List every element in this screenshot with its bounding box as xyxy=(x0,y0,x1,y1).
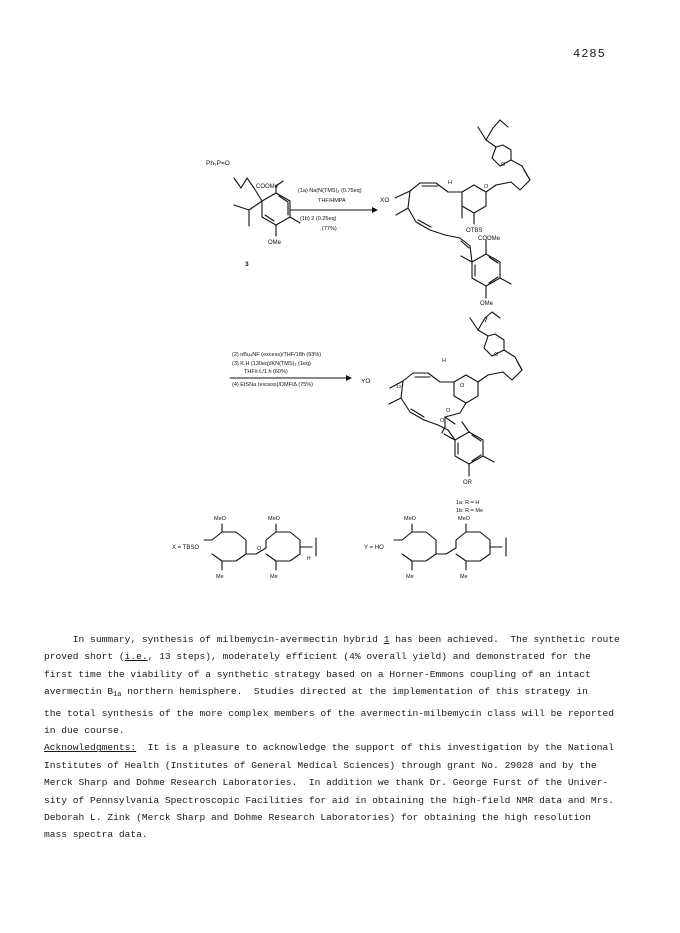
text-segment: avermectin B xyxy=(44,686,114,698)
text-line: Deborah L. Zink (Merck Sharp and Dohme Research Laboratories) for obtaining the high resolution xyxy=(44,812,591,824)
compound-label-7: 7 xyxy=(484,317,488,324)
compound-ref: 1 xyxy=(383,634,390,645)
text-line xyxy=(44,631,644,648)
sugar-y-structure xyxy=(394,524,506,570)
text-line: the total synthesis of the more complex members of the avermectin-milbemycin class will be reported xyxy=(44,707,614,719)
arrow1-condition: (1a) Na(N(TMS)₂ (0.75eq) xyxy=(298,188,362,194)
arrow1-condition: (77%) xyxy=(322,226,337,232)
label-meo: MeO xyxy=(268,516,280,522)
text-segment: , 13 steps), moderately efficient (4% overall yield) and demonstrated for the xyxy=(147,651,591,663)
text-segment: northern hemisphere. Studies directed at the implementation of this strategy in xyxy=(121,686,588,698)
label-meo: MeO xyxy=(404,516,416,522)
compound-7-structure xyxy=(395,120,530,298)
text-line: Merck Sharp and Dohme Research Laboratories. In addition we thank Dr. George Furst of the Univer- xyxy=(44,777,609,789)
arrow1-condition: THF/HMPA xyxy=(318,198,346,204)
label-xo: XO xyxy=(380,197,390,204)
arrow2-condition: (2) nBu₄NF (excess)/THF/18h (93%) xyxy=(232,352,322,358)
compound-label-1b: 1b: R = Me xyxy=(456,508,484,514)
text-segment: i.e. xyxy=(124,651,148,663)
label-o: O xyxy=(501,162,506,168)
arrow2-condition: THF/r.t./1 h (60%) xyxy=(244,369,288,375)
label-yo: YO xyxy=(361,378,371,385)
text-line xyxy=(44,683,644,704)
page-number: 4285 xyxy=(573,47,606,61)
label-ome: OMe xyxy=(268,240,282,246)
text-line xyxy=(44,648,644,665)
label-o: O xyxy=(494,352,499,358)
acknowledgments-heading: Acknowledgments: xyxy=(44,742,137,754)
label-coome: COOMe xyxy=(256,184,279,190)
label-meo: MeO xyxy=(458,516,470,522)
reagent-ph3po: Ph₃P=O xyxy=(206,160,230,167)
subscript: 1a xyxy=(113,691,122,700)
text-line: first time the viability of a synthetic strategy based on a Horner-Emmons coupling of an intact xyxy=(44,668,591,680)
label-o: O xyxy=(446,408,451,414)
compound-1-structure xyxy=(389,312,522,476)
ring-h-label: H xyxy=(307,556,311,562)
label-o: O xyxy=(460,383,465,389)
text-line: in due course. xyxy=(44,725,125,737)
x-definition: X = TBSO xyxy=(172,545,200,551)
text-segment: has been achieved. The synthetic route xyxy=(389,634,620,645)
compound-label-3: 3 xyxy=(245,261,249,268)
arrow2-condition: (3) K.H (130eq)/KN(TMS)₂ (1eq) xyxy=(232,361,311,367)
y-definition: Y = HO xyxy=(364,545,384,551)
compound-label-1a: 1a: R = H xyxy=(456,500,480,506)
label-ome: OMe xyxy=(480,301,494,307)
arrow2-condition: (4) EtSNa (excess)/DMF/Δ (75%) xyxy=(232,382,313,388)
text-segment: It is a pleasure to acknowledge the support of this investigation by the National xyxy=(136,742,614,754)
text-line: sity of Pennsylvania Spectroscopic Facilities for aid in obtaining the high-field NMR data and Mrs. xyxy=(44,794,614,806)
label-me: Me xyxy=(216,574,224,580)
arrow1-condition: (1b) 2 (0.25eq) xyxy=(300,216,337,222)
label-otbs: OTBS xyxy=(466,228,483,234)
label-me: Me xyxy=(460,574,468,580)
label-or: OR xyxy=(463,480,472,486)
text-line xyxy=(44,739,644,756)
label-me: Me xyxy=(270,574,278,580)
label-me: Me xyxy=(406,574,414,580)
label-o: O xyxy=(484,184,489,190)
text-segment: In summary, synthesis of milbemycin-avermectin hybrid xyxy=(44,634,384,645)
label-o: O xyxy=(440,418,445,424)
ring-o-label: O xyxy=(257,546,262,552)
label-h: H xyxy=(448,180,452,186)
label-13: 13 xyxy=(396,384,402,389)
body-text xyxy=(44,631,644,844)
text-line: mass spectra data. xyxy=(44,829,148,841)
label-h: H xyxy=(442,358,446,364)
label-coome: COOMe xyxy=(478,236,501,242)
text-line: Institutes of Health (Institutes of General Medical Sciences) through grant No. 29028 and by the xyxy=(44,759,597,771)
text-segment: proved short ( xyxy=(44,651,125,663)
label-meo: MeO xyxy=(214,516,226,522)
